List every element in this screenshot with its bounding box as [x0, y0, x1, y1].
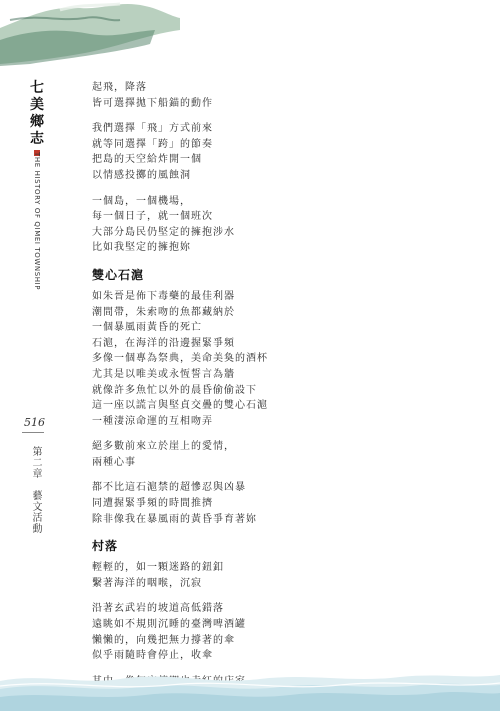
poem-line: 一個島，一個機場， — [92, 195, 191, 207]
poem-line: 輕輕的，如一顆迷路的鈕釦 — [92, 562, 224, 574]
poem-line: 絕多數前來立於崖上的愛情， — [92, 441, 235, 453]
poem-line: 沿著玄武岩的坡道高低錯落 — [92, 603, 224, 615]
poem-heading: 雙心石滬 — [92, 267, 145, 282]
poem-line: 就像許多魚忙以外的晨昏偷偷設下 — [92, 384, 257, 396]
poem-line: 這一座以謊言與堅貞交疊的雙心石滬 — [92, 400, 268, 412]
stanza — [92, 601, 472, 663]
poem-line: 起飛，降落 — [92, 82, 147, 93]
page-number-divider — [22, 432, 44, 433]
poem-line: 多像一個專為祭典，美命美奐的酒杯 — [92, 353, 268, 365]
poem-line: 以情感投擲的風蝕洞 — [92, 169, 191, 181]
poem-line: 同遭握緊爭頻的時間推擠 — [92, 498, 213, 510]
poem-line: 一種淒涼命運的互相吻弄 — [92, 415, 213, 427]
poem-line: 尤其是以唯美或永恆誓言為牆 — [92, 368, 235, 380]
book-title-char: 七 — [30, 80, 44, 96]
poem-line: 大部分島民仍堅定的擁抱涉水 — [92, 226, 235, 238]
poem-line: 遠眺如不規則沉睡的臺灣啤酒罐 — [92, 619, 246, 631]
stanza — [92, 439, 472, 470]
poem-line: 除非像我在暴風雨的黃昏爭育著妳 — [92, 513, 257, 525]
poem-line: 就等同選擇「跨」的節奏 — [92, 138, 213, 150]
stanza — [92, 560, 472, 591]
poem-line: 兩種心事 — [92, 456, 136, 468]
stanza — [92, 80, 472, 111]
poem-line: 都不比這石滬禁的超慘忍與凶暴 — [92, 482, 246, 494]
poem-heading: 村落 — [92, 539, 119, 554]
stanza — [92, 480, 472, 527]
chapter-label: 第二章 藝文活動 — [30, 446, 41, 534]
poem-body — [92, 80, 472, 699]
book-title-char: 志 — [30, 131, 44, 147]
poem-line: 懶懶的，向幾把無力撐著的傘 — [92, 634, 235, 646]
poem-line: 繫著海洋的咽喉，沉寂 — [92, 577, 202, 589]
poem-line: 比如我堅定的擁抱妳 — [92, 242, 191, 254]
stanza — [92, 194, 472, 256]
page-number: 516 — [24, 416, 45, 429]
book-title-english: THE HISTORY OF QIMEI TOWNSHIP — [33, 152, 41, 291]
poem-line: 皆可選擇拋下船錨的動作 — [92, 97, 213, 109]
book-title-char: 鄉 — [30, 114, 44, 130]
poem-line: 我們選擇「飛」方式前來 — [92, 123, 213, 135]
poem-line: 石滬，在海洋的沿邊握緊爭頻 — [92, 337, 235, 349]
wave-pattern-bottom — [0, 659, 500, 711]
poem-line: 似乎雨隨時會停止，收傘 — [92, 650, 213, 662]
poem-line: 潮間帶，朱索吻的魚都藏納於 — [92, 306, 235, 318]
landscape-painting-top — [0, 0, 180, 70]
stanza — [92, 289, 472, 429]
poem-line: 把島的天空給炸開一個 — [92, 154, 202, 166]
book-title-vertical — [26, 80, 48, 156]
poem-line: 一個暴風雨黃昏的死亡 — [92, 322, 202, 334]
book-title-char: 美 — [30, 97, 44, 113]
poem-line: 每一個日子，就一個班次 — [92, 211, 213, 223]
stanza — [92, 121, 472, 183]
poem-line: 如朱晉是佈下毒藥的最佳利器 — [92, 290, 235, 302]
